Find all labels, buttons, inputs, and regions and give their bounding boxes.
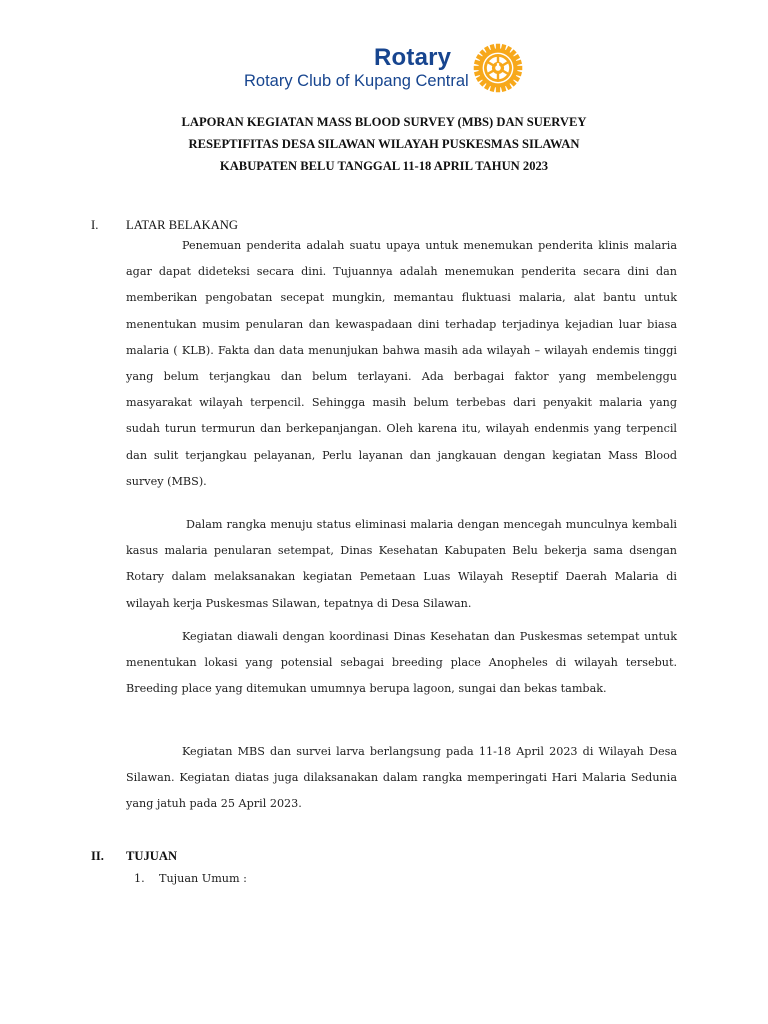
section-1-number: I. bbox=[91, 218, 99, 232]
title-line-3: KABUPATEN BELU TANGGAL 11-18 APRIL TAHUN 2023 bbox=[219, 159, 549, 173]
paragraph-4 bbox=[126, 739, 677, 818]
list-item-label: Tujuan Umum : bbox=[159, 872, 247, 885]
title-line-1: LAPORAN KEGIATAN MASS BLOOD SURVEY (MBS) DAN SUERVEY bbox=[181, 115, 587, 129]
rotary-wheel-icon bbox=[470, 40, 526, 96]
title-line-2: RESEPTIFITAS DESA SILAWAN WILAYAH PUSKESMAS SILAWAN bbox=[188, 137, 580, 151]
section-2-number: II. bbox=[91, 849, 104, 863]
paragraph-2 bbox=[126, 512, 677, 617]
section-1-heading: LATAR BELAKANG bbox=[126, 218, 238, 232]
section-2-heading: TUJUAN bbox=[126, 849, 178, 863]
paragraph-2-text: Dalam rangka menuju status eliminasi malaria dengan mencegah munculnya kembali kasus malaria penularan setempat, Dinas Kesehatan Kabupaten Belu bekerja sama dsengan Rotary dalam melaksanakan kegiatan Pemetaan Luas Wilayah Reseptif Daerah Malaria di wilayah kerja Puskesmas Silawan, tepatnya di Desa Silawan. bbox=[126, 518, 677, 610]
paragraph-3-text: Kegiatan diawali dengan koordinasi Dinas Kesehatan dan Puskesmas setempat untuk menentukan lokasi yang potensial sebagai breeding place Anopheles di wilayah tersebut. Breeding place yang ditemukan umumnya berupa lagoon, sungai dan bekas tambak. bbox=[126, 630, 677, 696]
paragraph-1-text: Penemuan penderita adalah suatu upaya untuk menemukan penderita klinis malaria agar dapat dideteksi secara dini. Tujuannya adalah menemukan penderita secara dini dan memberikan pengobatan secepat mungkin, memantau fluktuasi malaria, alat bantu untuk menentukan musim penularan dan kewaspadaan dini terhadap terjadinya kejadian luar biasa malaria ( KLB). Fakta dan data menunjukan bahwa masih ada wilayah – wilayah endemis tinggi yang belum terjangkau dan belum terlayani. Ada berbagai faktor yang membelenggu masyarakat wilayah terpencil. Sehingga masih belum terbebas dari penyakit malaria yang sudah turun termurun dan berkepanjangan. Oleh karena itu, wilayah endenmis yang terpencil dan sulit terjangkau pelayanan, Perlu layanan dan jangkauan dengan kegiatan Mass Blood survey (MBS). bbox=[126, 239, 677, 488]
report-title bbox=[100, 111, 668, 177]
rotary-logo bbox=[244, 40, 534, 92]
paragraph-4-text: Kegiatan MBS dan survei larva berlangsung pada 11-18 April 2023 di Wilayah Desa Silawan. Kegiatan diatas juga dilaksanakan dalam rangka memperingati Hari Malaria Sedunia yang jatuh pada 25 April 2023. bbox=[126, 745, 677, 811]
paragraph-3 bbox=[126, 624, 677, 703]
logo-wordmark: Rotary bbox=[374, 44, 452, 71]
paragraph-1 bbox=[126, 233, 677, 495]
logo-club-name: Rotary Club of Kupang Central bbox=[244, 72, 469, 90]
list-item-number: 1. bbox=[134, 872, 145, 885]
